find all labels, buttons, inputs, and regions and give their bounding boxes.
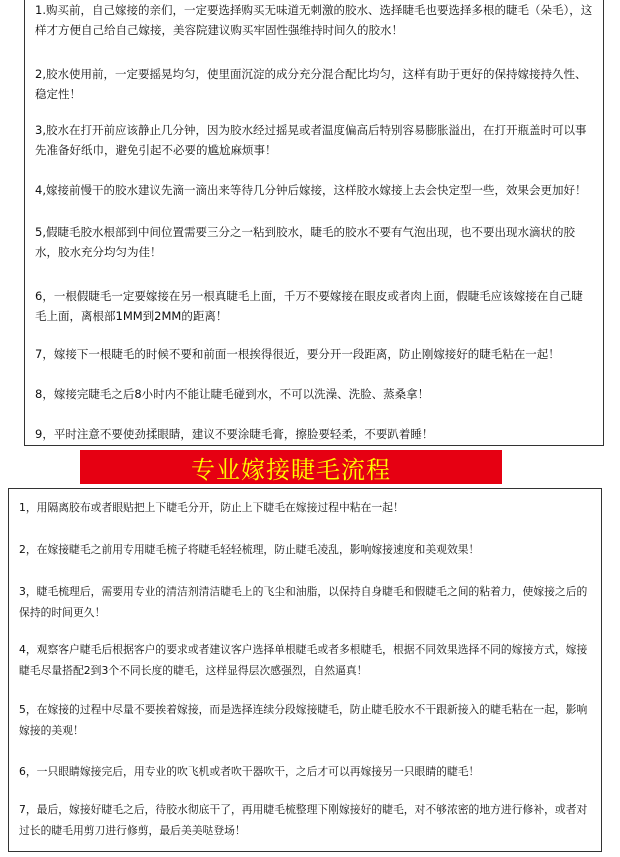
instructions-box-bottom: [8, 488, 602, 852]
process-step: 2，在嫁接睫毛之前用专用睫毛梳子将睫毛轻轻梳理，防止睫毛凌乱，影响嫁接速度和美观效果！: [19, 543, 480, 556]
process-step: 5，在嫁接的过程中尽量不要挨着嫁接，而是选择连续分段嫁接睫毛，防止睫毛胶水不干跟新接入的睫毛粘在一起，影响嫁接的美观！: [19, 703, 588, 737]
instructions-box-top: [24, 0, 604, 446]
process-step: 4，观察客户睫毛后根据客户的要求或者建议客户选择单根睫毛或者多根睫毛，根据不同效果选择不同的嫁接方式，嫁接睫毛尽量搭配2到3个不同长度的睫毛，这样显得层次感强烈，自然逼真！: [19, 643, 588, 677]
section-title-banner: [80, 450, 502, 484]
instruction-item: 7，嫁接下一根睫毛的时候不要和前面一根挨得很近，要分开一段距离，防止刚嫁接好的睫毛粘在一起！: [35, 347, 560, 361]
process-step: 6，一只眼睛嫁接完后，用专业的吹飞机或者吹干器吹干，之后才可以再嫁接另一只眼睛的睫毛！: [19, 765, 480, 778]
section-title: 专业嫁接睫毛流程: [191, 455, 391, 484]
process-step: 1，用隔离胶布或者眼贴把上下睫毛分开，防止上下睫毛在嫁接过程中粘在一起！: [19, 501, 404, 514]
instruction-item: 5,假睫毛胶水根部到中间位置需要三分之一粘到胶水，睫毛的胶水不要有气泡出现，也不要出现水滴状的胶水，胶水充分均匀为佳！: [35, 225, 575, 259]
instruction-item: 2,胶水使用前，一定要摇晃均匀，使里面沉淀的成分充分混合配比均匀，这样有助于更好的保持嫁接持久性、稳定性！: [35, 67, 587, 101]
instruction-item: 8，嫁接完睫毛之后8小时内不能让睫毛碰到水，不可以洗澡、洗脸、蒸桑拿！: [35, 387, 430, 401]
instruction-item: 6，一根假睫毛一定要嫁接在另一根真睫毛上面，千万不要嫁接在眼皮或者肉上面，假睫毛应该嫁接在自己睫毛上面，离根部1MM到2MM的距离！: [35, 289, 583, 323]
process-step: 7，最后，嫁接好睫毛之后，待胶水彻底干了，再用睫毛梳整理下刚嫁接好的睫毛，对不够浓密的地方进行修补，或者对过长的睫毛用剪刀进行修剪，最后美美哒登场！: [19, 803, 588, 837]
process-step: 3，睫毛梳理后，需要用专业的清洁剂清洁睫毛上的飞尘和油脂，以保持自身睫毛和假睫毛之间的粘着力，使嫁接之后的保持的时间更久！: [19, 585, 588, 619]
instruction-item: 4,嫁接前慢干的胶水建议先滴一滴出来等待几分钟后嫁接，这样胶水嫁接上去会快定型一些，效果会更加好！: [35, 183, 587, 197]
instruction-item: 9，平时注意不要使劲揉眼睛，建议不要涂睫毛膏，擦脸要轻柔，不要趴着睡！: [35, 427, 434, 441]
instruction-item: 1.购买前，自己嫁接的亲们，一定要选择购买无味道无刺激的胶水、选择睫毛也要选择多根的睫毛（朵毛），这样才方便自己给自己嫁接，美容院建议购买牢固性强维持时间久的胶水！: [35, 3, 593, 37]
instruction-item: 3,胶水在打开前应该静止几分钟，因为胶水经过摇晃或者温度偏高后特别容易膨胀溢出，在打开瓶盖时可以事先准备好纸巾，避免引起不必要的尴尬麻烦事！: [35, 123, 587, 157]
